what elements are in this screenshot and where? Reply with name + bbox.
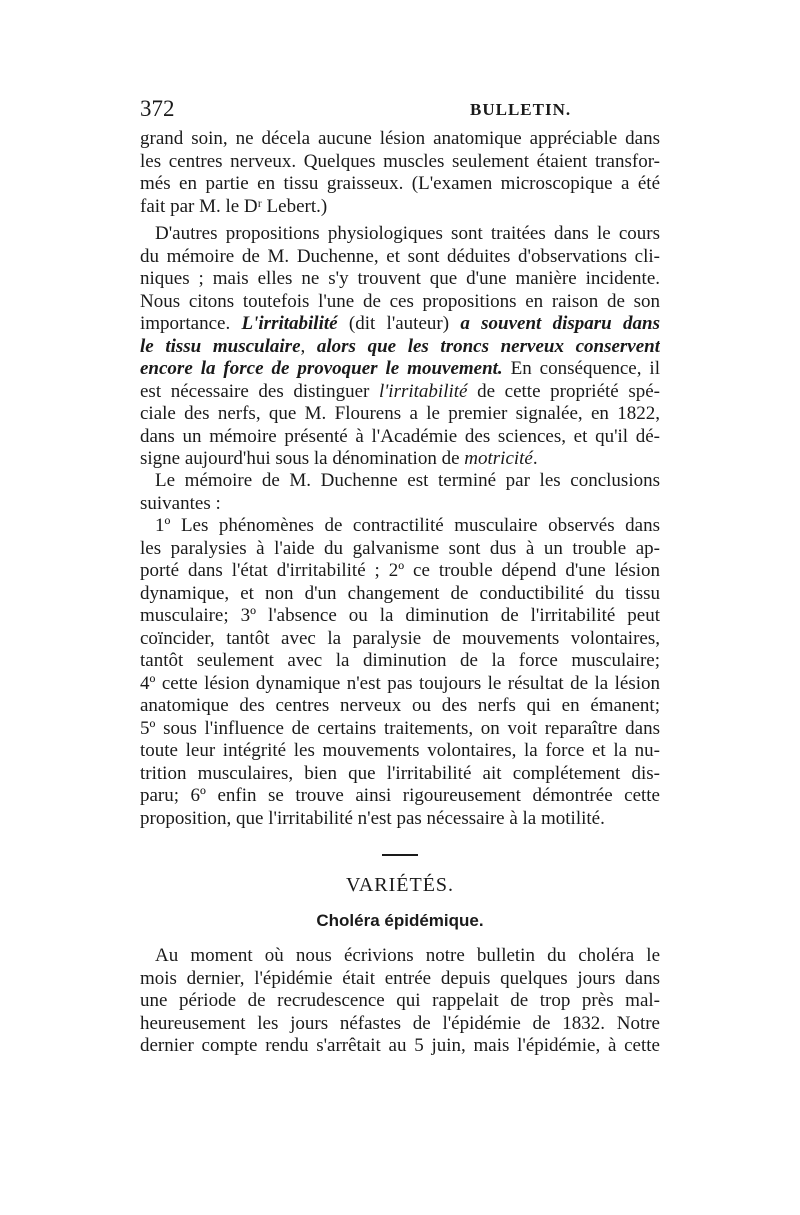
text-line	[140, 381, 660, 404]
text-run: (dit l'auteur)	[337, 313, 461, 334]
page-header	[140, 96, 660, 126]
text-line: les paralysies à l'aide du galvanisme sont dus à un trouble ap-	[140, 537, 660, 559]
text-run: de cette propriété spé-	[467, 380, 660, 402]
text-line: tantôt seulement avec la diminution de la force musculaire;	[140, 650, 660, 671]
text-line	[140, 358, 660, 381]
text-line: musculaire; 3º l'absence ou la diminution de l'irritabilité peut	[140, 605, 660, 626]
text-run: est nécessaire des distinguer	[140, 380, 379, 402]
emphasis: L'irritabilité	[241, 313, 338, 334]
text-line: proposition, que l'irritabilité n'est pas nécessaire à la motilité.	[140, 807, 605, 829]
paragraph-2	[140, 223, 660, 471]
text-line: fait par M. le Dʳ Lebert.)	[140, 195, 328, 217]
text-run: signe aujourd'hui sous la dénomination de	[140, 448, 465, 469]
text-run: .	[532, 448, 538, 469]
text-line: anatomique des centres nerveux ou des nerfs qui en émanent;	[140, 695, 660, 716]
text-line: D'autres propositions physiologiques sont traitées dans le cours	[155, 223, 660, 244]
emphasis: a souvent disparu dans	[460, 313, 660, 334]
section-divider	[382, 854, 418, 856]
text-run: ,	[300, 335, 317, 357]
text-line	[140, 313, 660, 336]
emphasis: alors que les troncs nerveux conservent	[316, 335, 660, 357]
text-line	[140, 448, 660, 471]
text-line: 4º cette lésion dynamique n'est pas toujours le résultat de la lésion	[140, 672, 660, 694]
running-head: BULLETIN.	[470, 100, 572, 119]
paragraph-1	[140, 128, 660, 218]
text-line: suivantes :	[140, 492, 221, 514]
text-line: ciale des nerfs, que M. Flourens a le premier signalée, en 1822,	[140, 403, 660, 424]
text-line: porté dans l'état d'irritabilité ; 2º ce trouble dépend d'une lésion	[140, 560, 660, 581]
text-run: importance.	[140, 313, 242, 334]
subsection-title: Choléra épidémique.	[316, 911, 484, 930]
paragraph-conclusions	[140, 515, 660, 830]
text-run: En conséquence, il	[502, 358, 660, 379]
text-line: heureusement les jours néfastes de l'épidémie de 1832. Notre	[140, 1012, 660, 1034]
text-line: 5º sous l'influence de certains traitements, on voit reparaître dans	[140, 717, 660, 739]
italic-term: motricité	[464, 448, 533, 469]
text-line: dans un mémoire présenté à l'Académie des sciences, et qu'il dé-	[140, 425, 660, 447]
text-line: mois dernier, l'épidémie était entrée depuis quelques jours dans	[140, 967, 660, 989]
text-line: 1º Les phénomènes de contractilité musculaire observés dans	[155, 515, 660, 536]
text-line: toute leur intégrité les mouvements volontaires, la force et la nu-	[140, 740, 660, 761]
text-line: Le mémoire de M. Duchenne est terminé par les conclusions	[155, 470, 660, 491]
text-line: Au moment où nous écrivions notre bulletin du choléra le	[155, 945, 660, 966]
text-line: grand soin, ne décela aucune lésion anatomique appréciable dans	[140, 128, 660, 149]
text-line: trition musculaires, bien que l'irritabilité ait complétement dis-	[140, 762, 660, 784]
text-line: paru; 6º enfin se trouve ainsi rigoureusement démontrée cette	[140, 785, 660, 806]
text-line: Nous citons toutefois l'une de ces propositions en raison de son	[140, 290, 660, 312]
emphasis: le tissu musculaire	[140, 335, 301, 357]
paragraph-cholera	[140, 945, 660, 1058]
text-line: les centres nerveux. Quelques muscles seulement étaient transfor-	[140, 150, 660, 172]
page-number: 372	[140, 96, 175, 121]
text-line: niques ; mais elles ne s'y trouvent que d'une manière incidente.	[140, 268, 660, 289]
text-line: une période de recrudescence qui rappelait de trop près mal-	[140, 990, 660, 1011]
emphasis: encore la force de provoquer le mouvement.	[140, 358, 503, 379]
text-line: dynamique, et non d'un changement de conductibilité du tissu	[140, 582, 660, 604]
text-line: més en partie en tissu graisseux. (L'examen microscopique a été	[140, 173, 660, 194]
italic-term: l'irritabilité	[378, 380, 468, 402]
paragraph-3	[140, 470, 660, 515]
text-line	[140, 336, 660, 359]
text-line: du mémoire de M. Duchenne, et sont déduites d'observations cli-	[140, 245, 660, 267]
text-line: dernier compte rendu s'arrêtait au 5 juin, mais l'épidémie, à cette	[140, 1035, 660, 1056]
section-title: VARIÉTÉS.	[345, 874, 455, 896]
text-line: coïncider, tantôt avec la paralysie de mouvements volontaires,	[140, 627, 660, 649]
